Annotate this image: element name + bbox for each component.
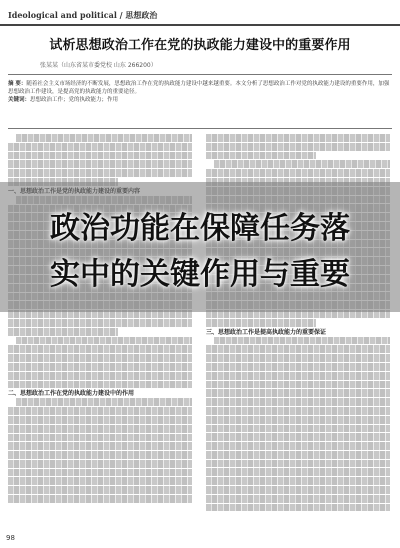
text-line	[206, 319, 316, 327]
section-heading: 三、思想政治工作是提高执政能力的重要保证	[206, 328, 327, 336]
text-line	[8, 328, 118, 336]
text-line	[8, 372, 192, 380]
text-line	[206, 416, 390, 424]
text-line	[8, 434, 192, 442]
text-line	[8, 354, 192, 362]
text-line	[8, 345, 192, 353]
journal-header: Ideological and political / 思想政治	[8, 10, 158, 20]
text-line	[214, 337, 390, 345]
abstract-text: 随着社会主义市场经济的不断发展，思想政治工作在党的执政能力建设中越来越重要。本文分析了思想政治工作对党的执政能力建设的重要作用，加强思想政治工作建设，是提高党的执政能力的重要途径。	[8, 81, 390, 95]
text-line	[206, 389, 390, 397]
text-line	[16, 337, 192, 345]
text-line	[206, 363, 390, 371]
text-line	[16, 398, 192, 406]
text-line	[206, 451, 390, 459]
text-line	[206, 407, 390, 415]
page-number: 98	[6, 534, 15, 542]
abstract-top-divider	[8, 74, 392, 75]
text-line	[8, 486, 192, 494]
header-divider	[0, 24, 400, 26]
overlay-banner	[0, 182, 400, 312]
text-line	[206, 354, 390, 362]
text-line	[16, 134, 192, 142]
text-line	[206, 152, 316, 160]
keywords-text: 思想政治工作；党的执政能力；作用	[30, 97, 119, 103]
text-line	[206, 504, 390, 512]
text-line	[8, 407, 192, 415]
text-line	[8, 451, 192, 459]
text-line	[8, 319, 192, 327]
text-line	[8, 477, 192, 485]
overlay-title-line-2: 实中的关键作用与重要	[50, 257, 350, 292]
text-line	[8, 160, 192, 168]
text-line	[206, 433, 390, 441]
text-line	[206, 442, 390, 450]
text-line	[214, 160, 390, 168]
text-line	[206, 477, 390, 485]
text-line	[8, 469, 192, 477]
article-byline: 张某某（山东省某市委党校 山东 266200）	[40, 62, 157, 69]
text-line	[8, 425, 192, 433]
text-line	[206, 398, 390, 406]
text-line	[206, 169, 390, 177]
text-line	[206, 486, 390, 494]
section-heading: 二、思想政治工作在党的执政能力建设中的作用	[8, 390, 135, 398]
text-line	[8, 460, 192, 468]
text-line	[8, 363, 192, 371]
text-line	[206, 468, 390, 476]
abstract-block	[8, 80, 392, 104]
abstract-bottom-divider	[8, 128, 392, 129]
text-line	[206, 495, 390, 503]
overlay-title-line-1: 政治功能在保障任务落	[50, 211, 350, 246]
text-line	[8, 416, 192, 424]
article-title: 试析思想政治工作在党的执政能力建设中的重要作用	[49, 38, 351, 53]
abstract-label: 摘 要：	[8, 81, 27, 87]
text-line	[8, 152, 192, 160]
text-line	[206, 345, 390, 353]
text-line	[8, 495, 192, 503]
text-line	[206, 372, 390, 380]
text-line	[8, 381, 192, 389]
text-line	[8, 143, 192, 151]
text-line	[206, 381, 390, 389]
text-line	[206, 143, 390, 151]
text-line	[8, 442, 192, 450]
text-line	[8, 169, 192, 177]
text-line	[206, 425, 390, 433]
keywords-label: 关键词：	[8, 97, 31, 103]
text-line	[206, 460, 390, 468]
text-line	[206, 134, 390, 142]
